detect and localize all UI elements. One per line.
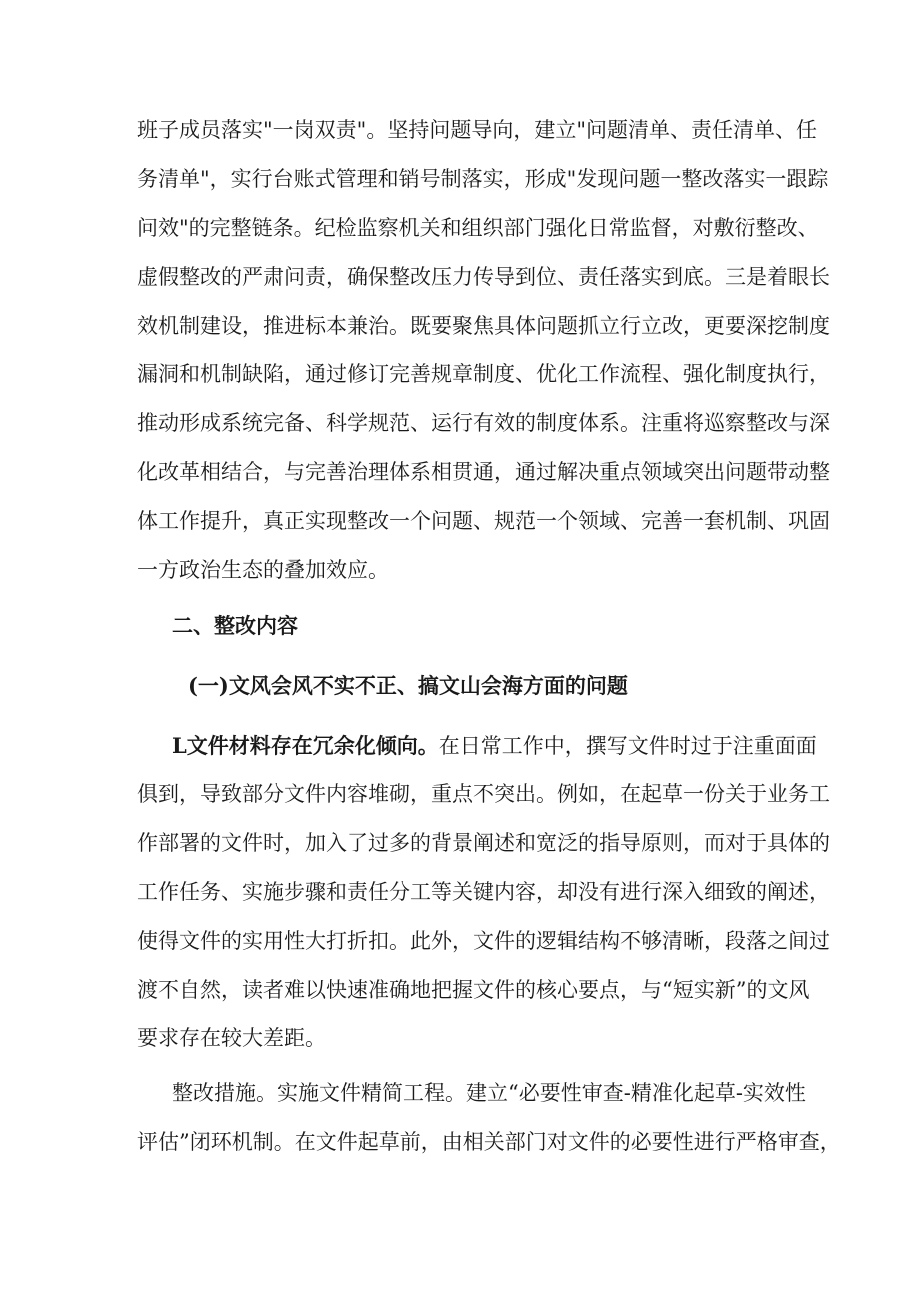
paragraph-line: 务清单"，实行台账式管理和销号制落实，形成"发现问题一整改落实一跟踪 — [137, 167, 829, 191]
paragraph-line: 效机制建设，推进标本兼治。既要聚焦具体问题抓立行立改，更要深挖制度 — [137, 314, 830, 338]
paragraph-line: 体工作提升，真正实现整改一个问题、规范一个领域、完善一套机制、巩固 — [137, 509, 830, 533]
paragraph-line: 要求存在较大差距。 — [137, 1026, 326, 1050]
paragraph-line: 渡不自然，读者难以快速准确地把握文件的核心要点，与“短实新”的文风 — [137, 978, 810, 1002]
paragraph-line: 工作任务、实施步骤和责任分工等关键内容，却没有进行深入细致的阐述， — [137, 880, 830, 904]
paragraph-line: 使得文件的实用性大打折扣。此外，文件的逻辑结构不够清晰，段落之间过 — [137, 929, 830, 953]
paragraph-line: 推动形成系统完备、科学规范、运行有效的制度体系。注重将巡察整改与深 — [137, 411, 830, 435]
item-first-line — [172, 733, 817, 759]
paragraph-line: 问效"的完整链条。纪检监察机关和组织部门强化日常监督，对敷衍整改、 — [137, 216, 819, 240]
section-heading: 二、整改内容 — [172, 613, 298, 638]
paragraph-line: 化改革相结合，与完善治理体系相贯通，通过解决重点领域突出问题带动整 — [137, 460, 830, 484]
paragraph-line: 俱到，导致部分文件内容堆砌，重点不突出。例如，在起草一份关于业务工 — [137, 782, 830, 806]
subsection-heading: (一)文风会风不实不正、搞文山会海方面的问题 — [188, 673, 628, 698]
paragraph-line: 虚假整改的严肃问责，确保整改压力传导到位、责任落实到底。三是着眼长 — [137, 265, 830, 289]
paragraph-line: 漏洞和机制缺陷，通过修订完善规章制度、优化工作流程、强化制度执行， — [137, 362, 830, 386]
item-first-rest: 在日常工作中，撰写文件时过于注重面面 — [438, 734, 817, 758]
paragraph-line: 一方政治生态的叠加效应。 — [137, 558, 389, 582]
paragraph-line: 作部署的文件时，加入了过多的背景阐述和宽泛的指导原则，而对于具体的 — [137, 831, 830, 855]
paragraph-line: 评估”闭环机制。在文件起草前，由相关部门对文件的必要性进行严格审查， — [137, 1130, 841, 1154]
paragraph-line: 整改措施。实施文件精简工程。建立“必要性审查-精准化起草-实效性 — [172, 1081, 806, 1105]
paragraph-line: 班子成员落实"一岗双责"。坚持问题导向，建立"问题清单、责任清单、任 — [137, 118, 817, 142]
item-lead: L文件材料存在冗余化倾向。 — [172, 733, 439, 758]
